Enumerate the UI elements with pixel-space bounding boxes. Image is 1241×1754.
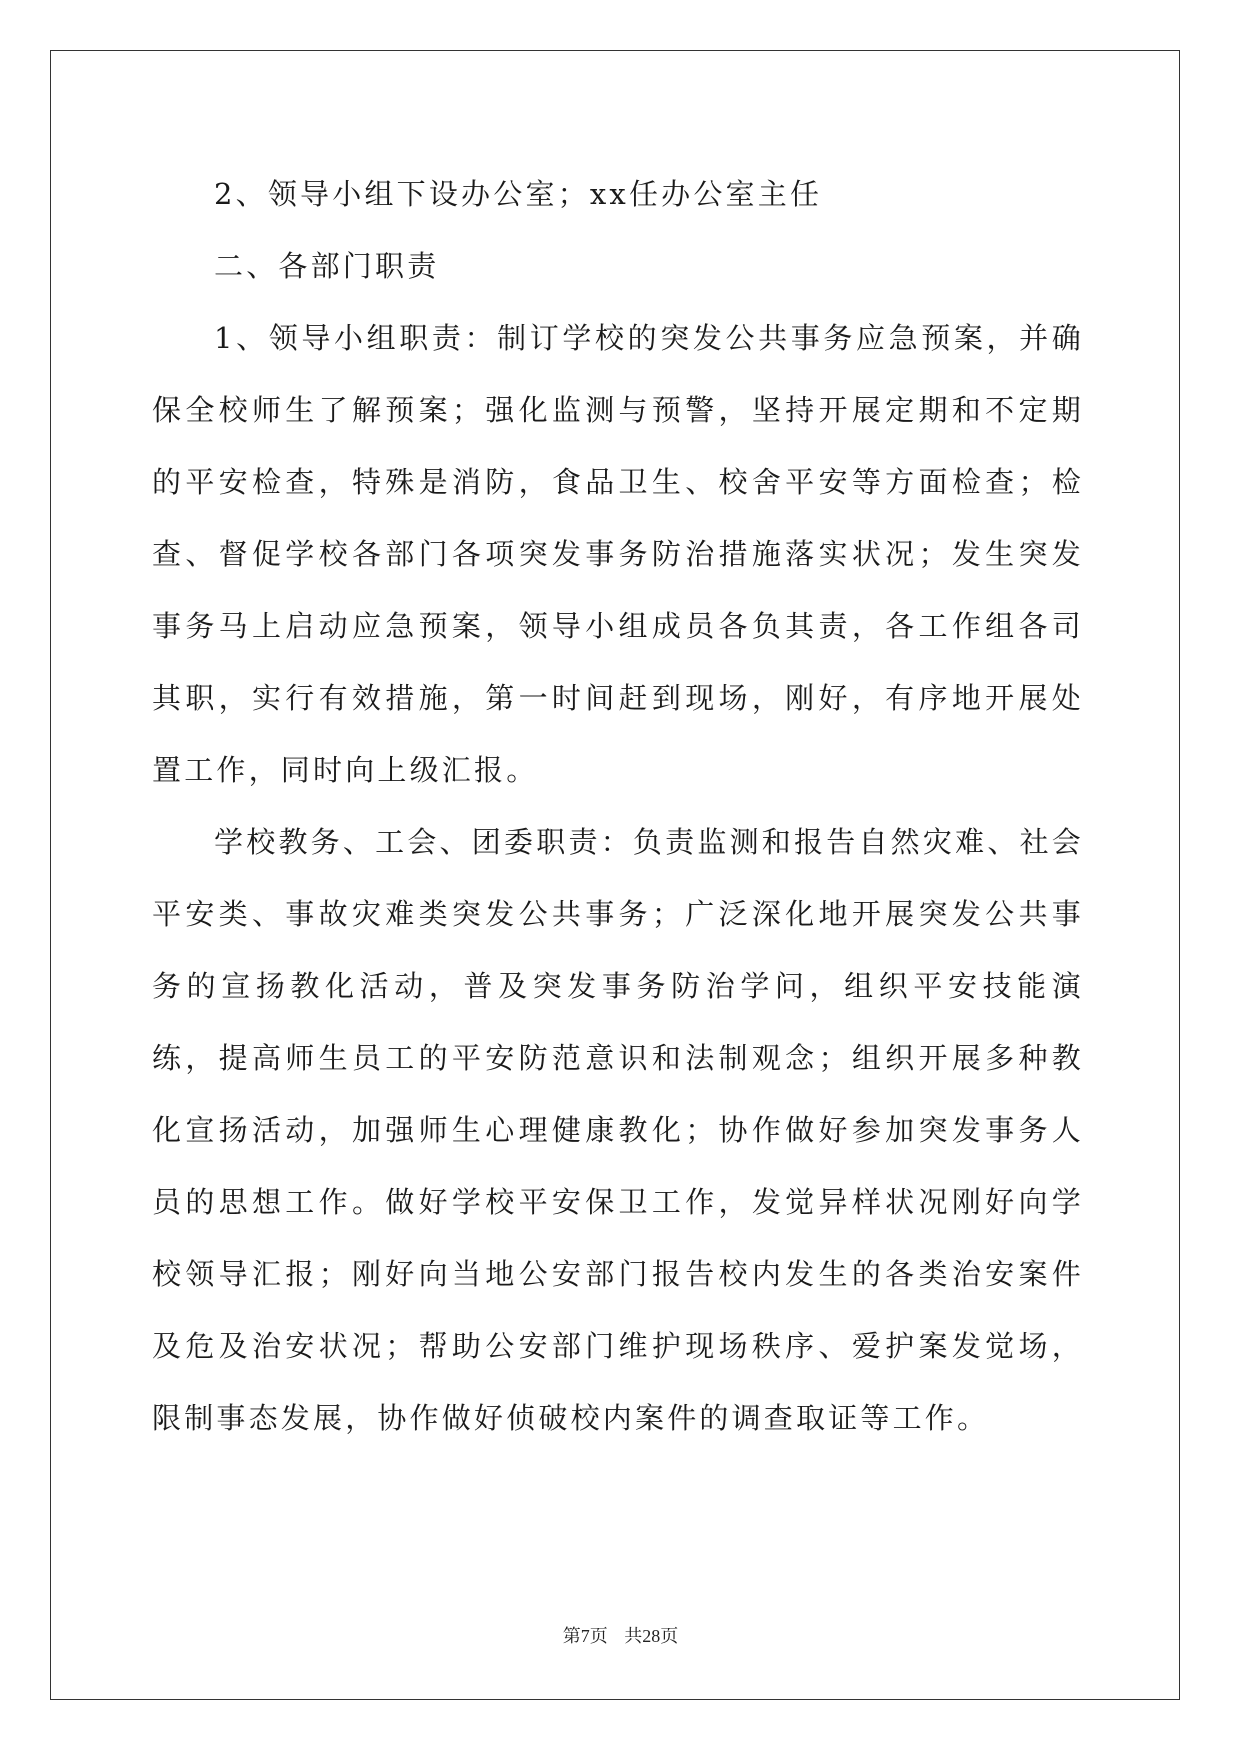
paragraph-leadership-duties: 1、领导小组职责：制订学校的突发公共事务应急预案，并确保全校师生了解预案；强化监测与预警，坚持开展定期和不定期的平安检查，特殊是消防，食品卫生、校舍平安等方面检查；检查、督促学校各部门各项突发事务防治措施落实状况；发生突发事务马上启动应急预案，领导小组成员各负其责，各工作组各司其职，实行有效措施，第一时间赶到现场，刚好，有序地开展处置工作，同时向上级汇报。 [152,321,1084,787]
paragraph-office-setup: 2、领导小组下设办公室；xx任办公室主任 [214,177,823,211]
paragraph-academic-union-duties: 学校教务、工会、团委职责：负责监测和报告自然灾难、社会平安类、事故灾难类突发公共事务；广泛深化地开展突发公共事务的宣扬教化活动，普及突发事务防治学问，组织平安技能演练，提高师生员工的平安防范意识和法制观念；组织开展多种教化宣扬活动，加强师生心理健康教化；协作做好参加突发事务人员的思想工作。做好学校平安保卫工作，发觉异样状况刚好向学校领导汇报；刚好向当地公安部门报告校内发生的各类治安案件及危及治安状况；帮助公安部门维护现场秩序、爱护案发觉场，限制事态发展，协作做好侦破校内案件的调查取证等工作。 [152,825,1084,1435]
page-total: 共28页 [624,1626,679,1646]
page-number: 第7页 [562,1626,608,1646]
section-heading-department-duties: 二、各部门职责 [214,249,440,283]
page-footer [0,1622,1241,1648]
document-body [152,158,1084,1454]
